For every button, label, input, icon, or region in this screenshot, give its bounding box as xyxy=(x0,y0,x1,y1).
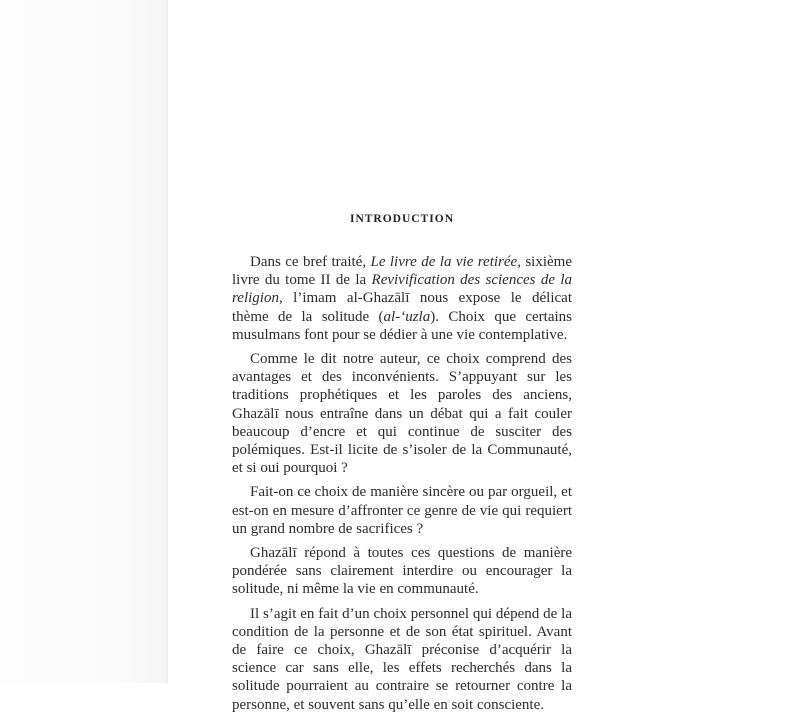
paragraph xyxy=(232,253,572,344)
chapter-heading: INTRODUCTION xyxy=(349,213,454,225)
text-run: , l’imam al-Ghazālī nous expose le délicat thème de la solitude ( xyxy=(232,290,572,325)
text-run: , sixième livre du tome II de la xyxy=(232,254,572,289)
text-run: Ghazālī répond à toutes ces questions de manière pondérée sans clairement interdire ou encourager la solitude, ni même la vie en communauté. xyxy=(232,545,572,598)
text-run: ). Choix que certains musulmans font pour se dédier à une vie contemplative. xyxy=(232,308,572,343)
italic-title: al-‘uzla xyxy=(383,308,431,325)
italic-title: Revivification des sciences de la religion xyxy=(232,272,572,307)
text-run: Dans ce bref traité, xyxy=(250,254,371,270)
paragraph xyxy=(232,483,572,538)
text-run: Comme le dit notre auteur, ce choix comprend des avantages et des inconvénients. S’appuyant sur les traditions prophétiques et les paroles des anciens, Ghazālī nous entraîne dans un débat qui a fait couler beaucoup d’encre et qui continue de susciter des polémiques. Est-il licite de s’isoler de la Communauté, et si oui pourquoi ? xyxy=(232,351,572,477)
body-text xyxy=(232,253,572,714)
text-run: Fait-on ce choix de manière sincère ou par orgueil, et est-on en mesure d’affronter ce genre de vie qui requiert un grand nombre de sacrifices ? xyxy=(232,484,572,537)
paragraph xyxy=(232,605,572,714)
page-gutter xyxy=(0,0,168,683)
text-run: Il s’agit en fait d’un choix personnel qui dépend de la condition de la personne et de son état spirituel. Avant de faire ce choix, Ghazālī préconise d’acquérir la science car sans elle, les effets recherchés dans la solitude pourraient au contraire se retourner contre la personne, et souvent sans qu’elle en soit consciente. xyxy=(232,605,572,713)
italic-title: Le livre de la vie retirée xyxy=(370,254,518,270)
paragraph xyxy=(232,544,572,599)
paragraph xyxy=(232,350,572,477)
